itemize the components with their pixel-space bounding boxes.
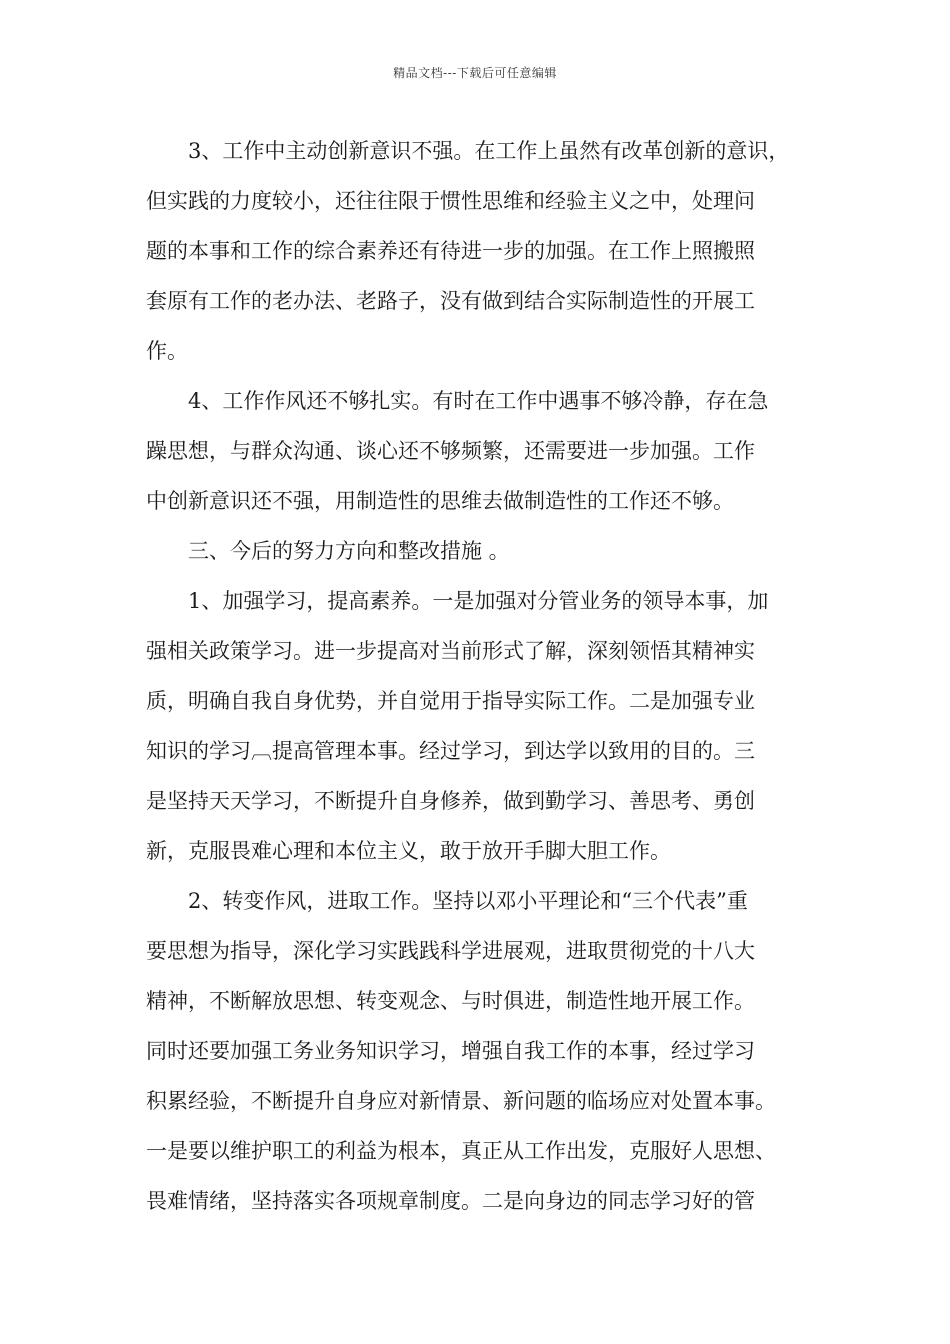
section-heading: 三、今后的努力方向和整改措施 。 — [188, 539, 510, 563]
text-line: 作。 — [146, 339, 188, 363]
text-line: 躁思想，与群众沟通、谈心还不够频繁，还需要进一步加强。工作 — [146, 439, 755, 463]
text-line: 要思想为指导，深化学习实践践科学进展观，进取贯彻党的十八大 — [146, 939, 755, 963]
text-line: 质，明确自我自身优势，并自觉用于指导实际工作。二是加强专业 — [146, 689, 755, 713]
text-line: 精神，不断解放思想、转变观念、与时俱进，制造性地开展工作。 — [146, 989, 755, 1013]
text-line: 新，克服畏难心理和本位主义，敢于放开手脚大胆工作。 — [146, 839, 671, 863]
text-line: 强相关政策学习。进一步提高对当前形式了解，深刻领悟其精神实 — [146, 639, 755, 663]
text-line: 2、转变作风，进取工作。坚持以邓小平理论和“三个代表”重 — [188, 889, 748, 913]
text-line: 畏难情绪，坚持落实各项规章制度。二是向身边的同志学习好的管 — [146, 1189, 755, 1213]
text-line: 知识的学习︹提高管理本事。经过学习，到达学以致用的目的。三 — [146, 739, 755, 763]
text-line: 套原有工作的老办法、老路子，没有做到结合实际制造性的开展工 — [146, 289, 755, 313]
text-line: 一是要以维护职工的利益为根本，真正从工作出发，克服好人思想、 — [146, 1139, 776, 1163]
text-line: 但实践的力度较小，还往往限于惯性思维和经验主义之中，处理问 — [146, 189, 755, 213]
text-line: 积累经验，不断提升自身应对新情景、新问题的临场应对处置本事。 — [146, 1089, 776, 1113]
text-line: 中创新意识还不强，用制造性的思维去做制造性的工作还不够。 — [146, 489, 734, 513]
document-body — [146, 126, 826, 1226]
text-line: 题的本事和工作的综合素养还有待进一步的加强。在工作上照搬照 — [146, 239, 755, 263]
text-line: 1、加强学习，提高素养。一是加强对分管业务的领导本事，加 — [188, 589, 769, 613]
text-line: 3、工作中主动创新意识不强。在工作上虽然有改革创新的意识， — [188, 139, 790, 163]
text-line: 同时还要加强工务业务知识学习，增强自我工作的本事，经过学习 — [146, 1039, 755, 1063]
page-header: 精品文档---下载后可任意编辑 — [393, 66, 557, 80]
text-line: 是坚持天天学习，不断提升自身修养，做到勤学习、善思考、勇创 — [146, 789, 755, 813]
text-line: 4、工作作风还不够扎实。有时在工作中遇事不够冷静，存在急 — [188, 389, 769, 413]
